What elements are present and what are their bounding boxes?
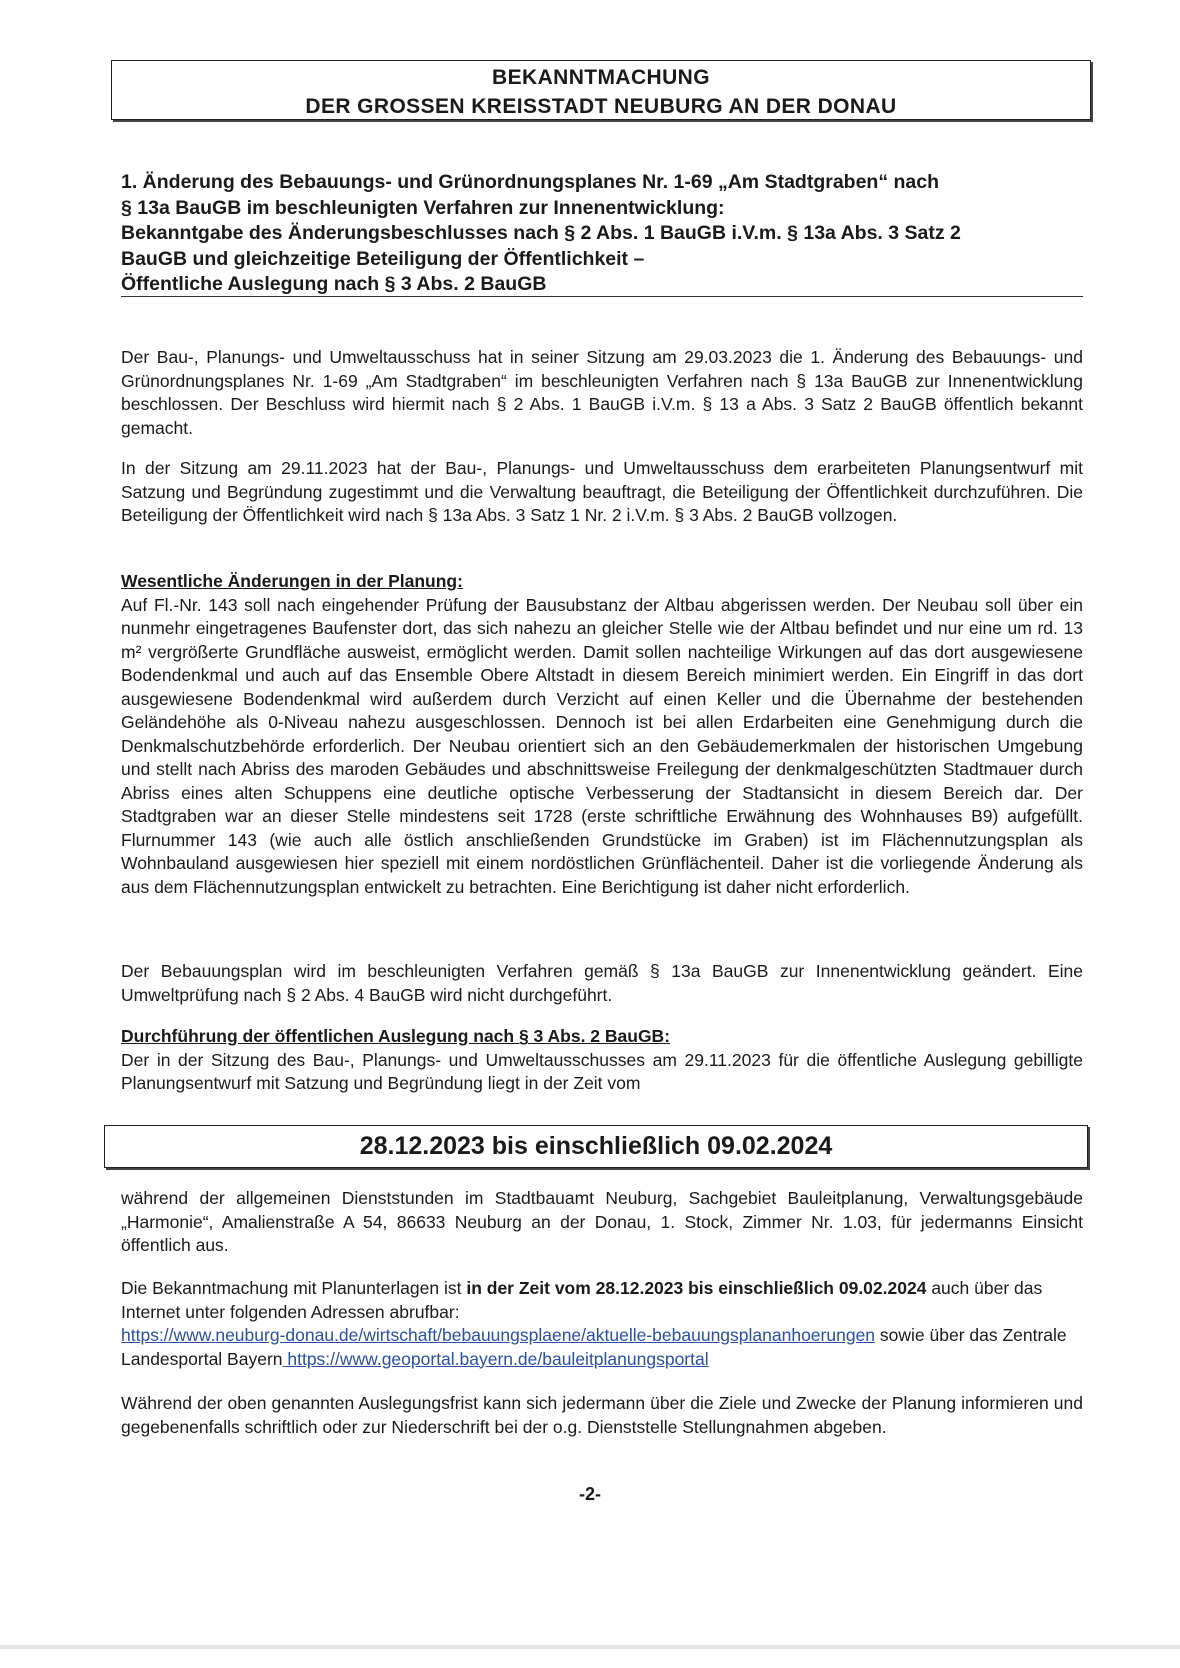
internet-text-a: Die Bekanntmachung mit Planunterlagen ist (121, 1278, 467, 1298)
scan-edge (0, 1645, 1180, 1649)
date-range-box: 28.12.2023 bis einschließlich 09.02.2024 (104, 1125, 1088, 1168)
geoportal-link[interactable]: https://www.geoportal.bayern.de/bauleitplanungsportal (282, 1348, 709, 1369)
section-display (121, 1025, 1083, 1096)
display-heading: Durchführung der öffentlichen Auslegung nach § 3 Abs. 2 BauGB: (121, 1026, 671, 1046)
section-changes (121, 570, 1083, 899)
paragraph-resolution: Der Bau-, Planungs- und Umweltausschuss hat in seiner Sitzung am 29.03.2023 die 1. Änderung des Bebauungs- und Grünordnungsplanes Nr. 1-69 „Am Stadtgraben“ im beschleunigten Verfahren nach § 13a BauGB zur Innenentwicklung beschlossen. Der Beschluss wird hiermit nach § 2 Abs. 1 BauGB i.V.m. § 13 a Abs. 3 Satz 2 BauGB öffentlich bekannt gemacht. (121, 347, 1083, 438)
title-line-4: BauGB und gleichzeitige Beteiligung der Öffentlichkeit – (121, 247, 645, 270)
header-box (111, 60, 1091, 120)
paragraph-internet (121, 1277, 1083, 1371)
internet-text-b: auch über das Internet unter folgenden Adressen abrufbar: (121, 1278, 1043, 1322)
internet-text-c: sowie über das Zentrale Landesportal Bayern (121, 1325, 1067, 1369)
internet-period: in der Zeit vom 28.12.2023 bis einschließlich 09.02.2024 (466, 1278, 927, 1298)
page-number: -2- (579, 1484, 601, 1504)
paragraph-procedure: Der Bebauungsplan wird im beschleunigten Verfahren gemäß § 13a BauGB zur Innenentwicklung geändert. Eine Umweltprüfung nach § 2 Abs. 4 BauGB wird nicht durchgeführt. (121, 961, 1083, 1005)
display-text: Der in der Sitzung des Bau-, Planungs- und Umweltausschusses am 29.11.2023 für die öffentliche Auslegung gebilligte Planungsentwurf mit Satzung und Begründung liegt in der Zeit vom (121, 1049, 1083, 1093)
title-line-1: 1. Änderung des Bebauungs- und Grünordnungsplanes Nr. 1-69 „Am Stadtgraben“ nach (121, 171, 940, 193)
document-title (121, 170, 1083, 298)
title-divider (121, 296, 1083, 297)
title-line-2: § 13a BauGB im beschleunigten Verfahren zur Innenentwicklung: (121, 196, 725, 219)
paragraph-session: In der Sitzung am 29.11.2023 hat der Bau-, Planungs- und Umweltausschuss dem erarbeiteten Planungsentwurf mit Satzung und Begründung zugestimmt und die Verwaltung beauftragt, die Beteiligung der Öffentlichkeit durchzuführen. Die Beteiligung der Öffentlichkeit wird nach § 13a Abs. 3 Satz 1 Nr. 2 i.V.m. § 3 Abs. 2 BauGB vollzogen. (121, 458, 1083, 525)
paragraph-statements: Während der oben genannten Auslegungsfrist kann sich jedermann über die Ziele und Zwecke der Planung informieren und gegebenenfalls schriftlich oder zur Niederschrift bei der o.g. Dienststelle Stellungnahmen abgeben. (121, 1393, 1083, 1437)
neuburg-link[interactable]: https://www.neuburg-donau.de/wirtschaft/bebauungsplaene/aktuelle-bebauungsplananhoerungen (121, 1325, 876, 1345)
changes-heading: Wesentliche Änderungen in der Planung: (121, 571, 463, 591)
changes-text: Auf Fl.-Nr. 143 soll nach eingehender Prüfung der Bausubstanz der Altbau abgerissen werden. Der Neubau soll über ein nunmehr eingetragenes Baufenster dort, das sich nahezu an gleicher Stelle wie der Altbau befindet und nur eine um rd. 13 m² vergrößerte Grundfläche ausweist, ermöglicht werden. Damit sollen nachteilige Wirkungen auf das dort ausgewiesene Bodendenkmal und auch auf das Ensemble Obere Altstadt in diesem Bereich minimiert werden. Ein Eingriff in das dort ausgewiesene Bodendenkmal wird außerdem durch Verzicht auf einen Keller und die Übernahme der bestehenden Geländehöhe als 0-Niveau nahezu ausgeschlossen. Dennoch ist bei allen Erdarbeiten eine Genehmigung durch die Denkmalschutzbehörde erforderlich. Der Neubau orientiert sich an den Gebäudemerkmalen der historischen Umgebung und stellt nach Abriss des maroden Gebäudes und abschnittsweise Freilegung der denkmalgeschützten Stadtmauer durch Abriss eines alten Schuppens eine deutliche optische Verbesserung der Stadtansicht in diesem Bereich dar. Der Stadtgraben war an dieser Stelle mindestens seit 1728 (erste schriftliche Erwähnung des Wohnhauses B9) aufgefüllt. Flurnummer 143 (wie auch alle östlich anschließenden Grundstücke im Graben) ist im Flächennutzungsplan als Wohnbauland ausgewiesen hier speziell mit einem nordöstlichen Grünflächenteil. Daher ist die vorliegende Änderung als aus dem Flächennutzungsplan entwickelt zu betrachten. Eine Berichtigung ist daher nicht erforderlich. (121, 594, 1083, 897)
title-line-3: Bekanntgabe des Änderungsbeschlusses nach § 2 Abs. 1 BauGB i.V.m. § 13a Abs. 3 Satz 2 (121, 222, 961, 244)
title-line-5: Öffentliche Auslegung nach § 3 Abs. 2 BauGB (121, 273, 547, 295)
header-line-2: DER GROSSEN KREISSTADT NEUBURG AN DER DONAU (305, 95, 897, 118)
paragraph-office-hours: während der allgemeinen Dienststunden im Stadtbauamt Neuburg, Sachgebiet Bauleitplanung, Verwaltungsgebäude „Harmonie“, Amalienstraße A 54, 86633 Neuburg an der Donau, 1. Stock, Zimmer Nr. 1.03, für jedermanns Einsicht öffentlich aus. (121, 1188, 1083, 1255)
header-line-1: BEKANNTMACHUNG (492, 66, 710, 89)
